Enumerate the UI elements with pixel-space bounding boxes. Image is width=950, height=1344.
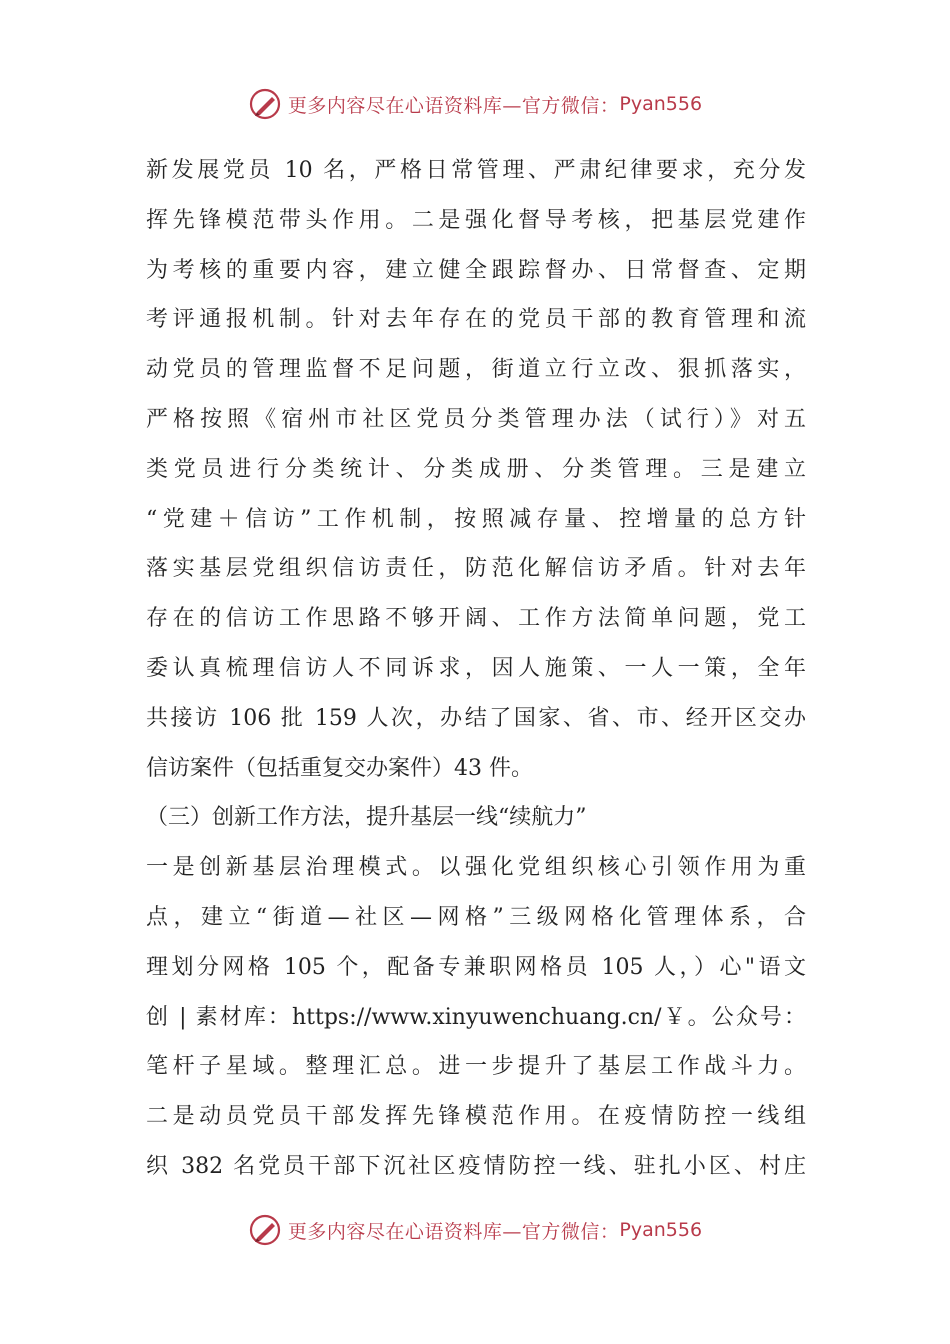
body-line: “党建＋信访”工作机制，按照减存量、控增量的总方针 xyxy=(146,506,806,532)
body-line: 为考核的重要内容，建立健全跟踪督办、日常督查、定期 xyxy=(146,257,806,283)
body-line: 类党员进行分类统计、分类成册、分类管理。三是建立 xyxy=(146,456,806,482)
body-line: 新发展党员 10 名，严格日常管理、严肃纪律要求，充分发 xyxy=(146,158,806,183)
pen-logo-icon xyxy=(248,87,282,121)
body-line: 点，建立“街道—社区—网格”三级网格化管理体系，合 xyxy=(146,904,806,930)
body-line: 动党员的管理监督不足问题，街道立行立改、狠抓落实， xyxy=(146,357,806,383)
document-body xyxy=(146,146,806,1192)
footer-contact: Pyan556 xyxy=(619,1219,703,1241)
footer-banner xyxy=(0,1210,950,1250)
body-line: 创 | 素材库：https://www.xinyuwenchuang.cn/￥。公众号： xyxy=(146,1004,806,1030)
body-line: 挥先锋模范带头作用。二是强化督导考核，把基层党建作 xyxy=(146,207,806,233)
body-line: 严格按照《宿州市社区党员分类管理办法（试行）》对五 xyxy=(146,406,806,432)
body-line: 存在的信访工作思路不够开阔、工作方法简单问题，党工 xyxy=(146,606,806,632)
body-line: 共接访 106 批 159 人次，办结了国家、省、市、经开区交办 xyxy=(146,705,806,731)
body-line: 织 382 名党员干部下沉社区疫情防控一线、驻扎小区、村庄 xyxy=(146,1153,806,1179)
body-line: 笔杆子星域。整理汇总。进一步提升了基层工作战斗力。 xyxy=(146,1054,806,1080)
pen-logo-icon xyxy=(248,1213,282,1247)
body-line: 委认真梳理信访人不同诉求，因人施策、一人一策，全年 xyxy=(146,655,806,681)
body-line: 理划分网格 105 个，配备专兼职网格员 105 人，）心"语文 xyxy=(146,954,806,980)
body-line: 信访案件（包括重复交办案件）43 件。 xyxy=(146,755,533,781)
section-heading: （三）创新工作方法，提升基层一线“续航力” xyxy=(146,805,587,831)
body-line: 考评通报机制。针对去年存在的党员干部的教育管理和流 xyxy=(146,307,806,333)
body-line: 二是动员党员干部发挥先锋模范作用。在疫情防控一线组 xyxy=(146,1104,806,1130)
header-contact: Pyan556 xyxy=(619,93,703,115)
header-banner-text: 更多内容尽在心语资料库—官方微信： xyxy=(287,94,620,117)
footer-banner-text: 更多内容尽在心语资料库—官方微信： xyxy=(287,1220,620,1243)
header-banner xyxy=(0,84,950,124)
body-line: 落实基层党组织信访责任，防范化解信访矛盾。针对去年 xyxy=(146,556,806,582)
body-line: 一是创新基层治理模式。以强化党组织核心引领作用为重 xyxy=(146,855,806,881)
